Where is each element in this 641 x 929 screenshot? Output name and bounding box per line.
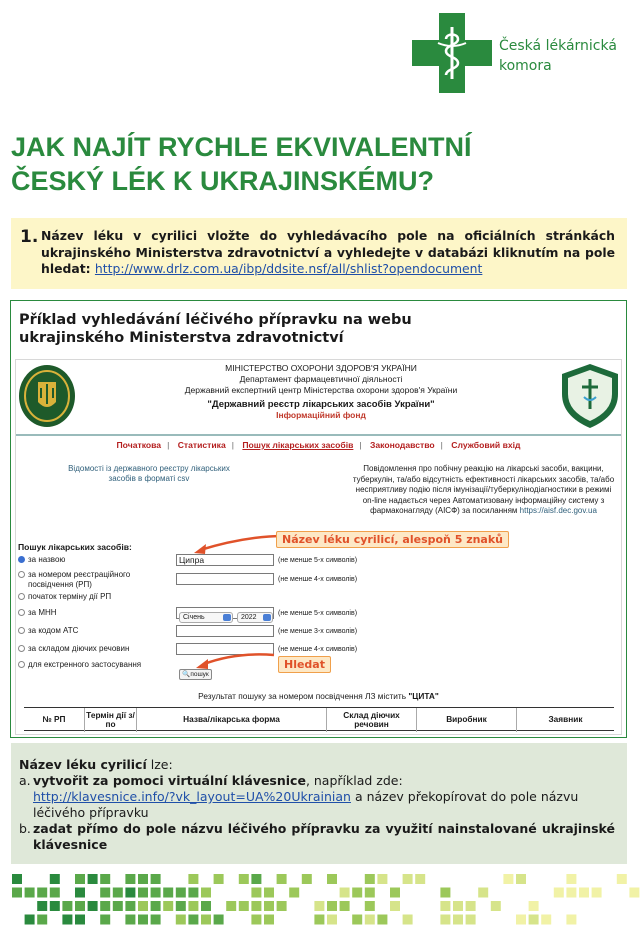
mosaic-square bbox=[529, 901, 539, 911]
mosaic-square bbox=[50, 888, 60, 898]
col-name-form: Назва/лікарська форма bbox=[136, 708, 326, 732]
callout-drug-name: Název léku cyrilicí, alespoň 5 znaků bbox=[276, 531, 509, 548]
virtual-keyboard-link[interactable]: http://klavesnice.info/?vk_layout=UA%20Ukrainian bbox=[33, 789, 351, 804]
mosaic-square bbox=[151, 915, 161, 925]
mosaic-square bbox=[239, 874, 249, 884]
aisf-link[interactable]: https://aisf.dec.gov.ua bbox=[519, 506, 597, 515]
mosaic-square bbox=[88, 901, 98, 911]
col-validity: Термін дії з/по bbox=[84, 708, 136, 732]
fund-name: Інформаційний фонд bbox=[276, 410, 366, 420]
mosaic-square bbox=[516, 874, 526, 884]
mosaic-square bbox=[466, 901, 476, 911]
mosaic-square bbox=[125, 874, 135, 884]
results-table-header bbox=[24, 707, 614, 731]
mosaic-square bbox=[138, 888, 148, 898]
radio-icon[interactable] bbox=[18, 593, 25, 600]
mosaic-square bbox=[125, 915, 135, 925]
tips-intro bbox=[19, 757, 615, 773]
search-by-name-row[interactable] bbox=[18, 555, 65, 565]
callout-search: Hledat bbox=[278, 656, 331, 673]
mosaic-square bbox=[188, 888, 198, 898]
mosaic-square bbox=[75, 874, 85, 884]
year-select[interactable] bbox=[237, 612, 273, 623]
brand-line1: Česká lékárnická bbox=[499, 38, 617, 54]
registry-link[interactable]: http://www.drlz.com.ua/ibp/ddsite.nsf/all/shlist?opendocument bbox=[94, 261, 483, 276]
mosaic-square bbox=[201, 915, 211, 925]
mosaic-square bbox=[138, 874, 148, 884]
cyrillic-tips-box bbox=[11, 743, 627, 864]
mosaic-square bbox=[62, 915, 72, 925]
mosaic-square bbox=[239, 901, 249, 911]
mosaic-square bbox=[352, 888, 362, 898]
mosaic-square bbox=[50, 901, 60, 911]
mosaic-square bbox=[75, 888, 85, 898]
registry-name: "Державний реєстр лікарських засобів України" bbox=[207, 399, 435, 410]
mosaic-square bbox=[151, 888, 161, 898]
brand-line2: komora bbox=[499, 58, 552, 74]
mosaic-square bbox=[75, 915, 85, 925]
emergency-use-row[interactable] bbox=[18, 660, 141, 670]
ukraine-emblem-icon bbox=[18, 364, 76, 428]
year-value: 2022 bbox=[241, 614, 257, 621]
department-name: Департамент фармацевтичної діяльності bbox=[239, 374, 403, 384]
mosaic-square bbox=[214, 874, 224, 884]
mosaic-square bbox=[327, 915, 337, 925]
mosaic-square bbox=[50, 874, 60, 884]
mosaic-square bbox=[138, 901, 148, 911]
mosaic-square bbox=[314, 901, 324, 911]
brand-name bbox=[499, 36, 617, 76]
rp-number-input[interactable] bbox=[176, 573, 274, 585]
magnifier-icon: 🔍 bbox=[182, 671, 191, 678]
mosaic-square bbox=[377, 915, 387, 925]
mosaic-square bbox=[125, 888, 135, 898]
mosaic-square bbox=[415, 874, 425, 884]
csv-info-link[interactable]: Відомості із державного реєстру лікарських засобів в форматі csv bbox=[68, 464, 230, 483]
mosaic-square bbox=[377, 874, 387, 884]
radio-icon[interactable] bbox=[18, 609, 25, 616]
mosaic-square bbox=[251, 901, 261, 911]
mosaic-square bbox=[390, 888, 400, 898]
mosaic-square bbox=[25, 888, 35, 898]
mosaic-square bbox=[113, 901, 123, 911]
mosaic-square bbox=[264, 901, 274, 911]
mosaic-square bbox=[390, 901, 400, 911]
mosaic-square bbox=[75, 901, 85, 911]
mosaic-square bbox=[440, 888, 450, 898]
mosaic-square bbox=[314, 915, 324, 925]
example-title-line2: ukrajinského Ministerstva zdravotnictví bbox=[19, 330, 344, 346]
menu-separator: | bbox=[440, 440, 443, 450]
mosaic-square bbox=[289, 888, 299, 898]
radio-selected-icon[interactable] bbox=[18, 556, 25, 563]
menu-login[interactable]: Службовий вхід bbox=[451, 440, 521, 450]
mosaic-square bbox=[251, 888, 261, 898]
mosaic-square bbox=[352, 915, 362, 925]
mosaic-square bbox=[251, 874, 261, 884]
menu-separator: | bbox=[359, 440, 362, 450]
tips-intro-rest: lze: bbox=[146, 757, 173, 772]
mosaic-square bbox=[37, 901, 47, 911]
search-by-name-label: за назвою bbox=[28, 555, 66, 564]
site-menu bbox=[16, 440, 621, 450]
mosaic-square bbox=[138, 915, 148, 925]
mosaic-square bbox=[201, 888, 211, 898]
radio-icon[interactable] bbox=[18, 571, 25, 578]
radio-icon[interactable] bbox=[18, 645, 25, 652]
mosaic-square bbox=[12, 888, 22, 898]
mosaic-square bbox=[151, 874, 161, 884]
result-term: "ЦИТА" bbox=[408, 691, 439, 701]
arrow-to-name-input-icon bbox=[186, 530, 286, 560]
mosaic-square bbox=[440, 901, 450, 911]
mosaic-square bbox=[440, 915, 450, 925]
mosaic-square bbox=[88, 874, 98, 884]
mosaic-square bbox=[125, 901, 135, 911]
tip-a-text1: , například zde: bbox=[305, 773, 403, 788]
atc-hint: (не менше 3-х символів) bbox=[278, 628, 358, 635]
search-by-inn-label: за МНН bbox=[28, 608, 57, 617]
expert-centre-seal-icon bbox=[560, 363, 620, 429]
mosaic-square bbox=[100, 901, 110, 911]
menu-home[interactable]: Початкова bbox=[116, 440, 162, 450]
page-title bbox=[11, 130, 611, 198]
mosaic-square bbox=[617, 874, 627, 884]
arrow-to-search-button-icon bbox=[186, 650, 276, 674]
tip-a-marker: a. bbox=[19, 773, 31, 788]
mosaic-square bbox=[163, 888, 173, 898]
rp-hint: (не менше 4-х символів) bbox=[278, 576, 358, 583]
mosaic-square bbox=[37, 915, 47, 925]
mosaic-square bbox=[277, 874, 287, 884]
centre-name: Державний експертний центр Міністерства охорони здоров'я України bbox=[184, 385, 458, 395]
title-line2: ČESKÝ LÉK K UKRAJINSKÉMU? bbox=[11, 166, 435, 196]
menu-statistics[interactable]: Статистика bbox=[177, 440, 226, 450]
mosaic-square bbox=[403, 874, 413, 884]
radio-icon[interactable] bbox=[18, 661, 25, 668]
search-by-rp-row[interactable] bbox=[18, 570, 168, 590]
search-by-rp-date-row[interactable] bbox=[18, 592, 111, 602]
mosaic-square bbox=[579, 888, 589, 898]
atc-input[interactable] bbox=[176, 625, 274, 637]
step-number: 1. bbox=[20, 227, 39, 247]
adverse-reaction-info bbox=[351, 464, 616, 517]
radio-icon[interactable] bbox=[18, 627, 25, 634]
mosaic-square bbox=[466, 915, 476, 925]
mosaic-square bbox=[453, 915, 463, 925]
mosaic-square bbox=[113, 888, 123, 898]
name-hint: (не менше 5-х символів) bbox=[278, 557, 358, 564]
mosaic-square bbox=[491, 901, 501, 911]
step-1-box bbox=[11, 218, 627, 289]
mosaic-square bbox=[554, 888, 564, 898]
mosaic-square bbox=[163, 901, 173, 911]
site-header-text bbox=[136, 363, 506, 421]
search-by-substances-label: за складом діючих речовин bbox=[28, 644, 130, 653]
mosaic-square bbox=[403, 915, 413, 925]
search-form-caption: Пошук лікарських засобів: bbox=[18, 542, 132, 552]
mosaic-square bbox=[100, 888, 110, 898]
mosaic-square bbox=[100, 874, 110, 884]
menu-separator: | bbox=[231, 440, 234, 450]
inn-hint: (не менше 5-х символів) bbox=[278, 610, 358, 617]
mosaic-square bbox=[566, 915, 576, 925]
title-line1: JAK NAJÍT RYCHLE EKVIVALENTNÍ bbox=[11, 132, 472, 162]
tip-a-text2: a název překopírovat do pole názvu léčivého přípravku bbox=[33, 789, 579, 820]
website-screenshot bbox=[15, 359, 622, 735]
search-by-atc-label: за кодом АТС bbox=[28, 626, 79, 635]
rp-date-label: початок терміну дії РП bbox=[28, 592, 112, 601]
step-text bbox=[41, 228, 615, 278]
search-by-rp-label: за номером реєстраційного посвідчення (РП) bbox=[28, 570, 131, 589]
tip-b-bold: zadat přímo do pole názvu léčivého přípravku za využití nainstalované ukrajinské klávesnice bbox=[33, 821, 615, 852]
example-title bbox=[19, 311, 412, 347]
mosaic-square bbox=[340, 888, 350, 898]
search-result-line bbox=[16, 691, 621, 701]
col-rp-number: № РП bbox=[42, 714, 66, 725]
mosaic-square bbox=[176, 915, 186, 925]
chevron-down-icon bbox=[263, 614, 271, 621]
mosaic-square bbox=[365, 874, 375, 884]
mosaic-square bbox=[541, 915, 551, 925]
search-by-substances-row[interactable] bbox=[18, 644, 129, 654]
decorative-mosaic-pattern bbox=[0, 872, 641, 929]
mosaic-square bbox=[37, 888, 47, 898]
mosaic-square bbox=[566, 888, 576, 898]
tip-b-marker: b. bbox=[19, 821, 31, 836]
mosaic-square bbox=[302, 874, 312, 884]
mosaic-square bbox=[365, 915, 375, 925]
adverse-reaction-text: Повідомлення про побічну реакцію на лікарські засоби, вакцини, туберкулін, та/або відсутність ефективності лікарських засобів, та/або несприятливу подію після імунізації/туберкулінодіагностики в режимі on-line надається через Автоматизовану інформаційну систему з фармаконагляду (АІСФ) за посиланням bbox=[352, 464, 615, 515]
mosaic-square bbox=[214, 915, 224, 925]
mosaic-square bbox=[176, 888, 186, 898]
mosaic-square bbox=[629, 888, 639, 898]
tip-b bbox=[19, 821, 615, 853]
drug-name-input[interactable]: Ципра bbox=[176, 554, 274, 566]
tips-intro-bold: Název léku cyrilicí bbox=[19, 757, 147, 772]
menu-legislation[interactable]: Законодавство bbox=[370, 440, 435, 450]
mosaic-square bbox=[327, 874, 337, 884]
mosaic-square bbox=[188, 901, 198, 911]
site-header bbox=[16, 360, 621, 436]
mosaic-square bbox=[251, 915, 261, 925]
menu-separator: | bbox=[167, 440, 170, 450]
example-box bbox=[10, 300, 627, 738]
mosaic-square bbox=[529, 915, 539, 925]
ministry-name: МІНІСТЕРСТВО ОХОРОНИ ЗДОРОВ'Я УКРАЇНИ bbox=[225, 363, 417, 373]
pharmacy-cross-logo-icon bbox=[412, 13, 492, 93]
result-mid: містить bbox=[377, 691, 407, 701]
mosaic-square bbox=[340, 901, 350, 911]
mosaic-square bbox=[566, 874, 576, 884]
emergency-use-label: для екстренного застосування bbox=[28, 660, 142, 669]
mosaic-square bbox=[365, 888, 375, 898]
mosaic-square bbox=[592, 888, 602, 898]
mosaic-square bbox=[516, 915, 526, 925]
mosaic-square bbox=[176, 901, 186, 911]
mosaic-square bbox=[188, 915, 198, 925]
col-applicant: Заявник bbox=[516, 708, 614, 732]
step-instruction: Název léku v cyrilici vložte do vyhledávacího pole na oficiálních stránkách ukrajinského Ministerstva zdravotnictví a vyhledejte v databázi kliknutím na pole hledat: bbox=[41, 228, 615, 276]
tip-a bbox=[19, 773, 615, 821]
mosaic-square bbox=[25, 915, 35, 925]
search-by-atc-row[interactable] bbox=[18, 626, 78, 636]
search-by-inn-row[interactable] bbox=[18, 608, 57, 618]
month-select[interactable] bbox=[179, 612, 233, 623]
month-value: Січень bbox=[183, 614, 205, 621]
mosaic-square bbox=[188, 874, 198, 884]
mosaic-square bbox=[365, 901, 375, 911]
mosaic-square bbox=[453, 901, 463, 911]
mosaic-square bbox=[12, 874, 22, 884]
example-title-line1: Příklad vyhledávání léčivého přípravku na webu bbox=[19, 312, 412, 328]
col-manufacturer: Виробник bbox=[416, 708, 516, 732]
mosaic-square bbox=[503, 874, 513, 884]
mosaic-square bbox=[151, 901, 161, 911]
tip-a-bold: vytvořit za pomoci virtuální klávesnice bbox=[33, 773, 306, 788]
mosaic-square bbox=[100, 915, 110, 925]
mosaic-square bbox=[478, 888, 488, 898]
mosaic-square bbox=[264, 888, 274, 898]
mosaic-square bbox=[277, 901, 287, 911]
mosaic-square bbox=[62, 901, 72, 911]
substances-hint: (не менше 4-х символів) bbox=[278, 646, 358, 653]
mosaic-square bbox=[327, 901, 337, 911]
result-prefix: Результат пошуку за номером посвідчення ЛЗ bbox=[198, 691, 376, 701]
mosaic-square bbox=[264, 915, 274, 925]
menu-drug-search[interactable]: Пошук лікарських засобів bbox=[242, 440, 354, 450]
mosaic-square bbox=[201, 901, 211, 911]
col-substances: Склад діючих речовин bbox=[326, 708, 416, 732]
search-button-label: пошук bbox=[190, 671, 209, 678]
mosaic-square bbox=[226, 901, 236, 911]
chevron-down-icon bbox=[223, 614, 231, 621]
